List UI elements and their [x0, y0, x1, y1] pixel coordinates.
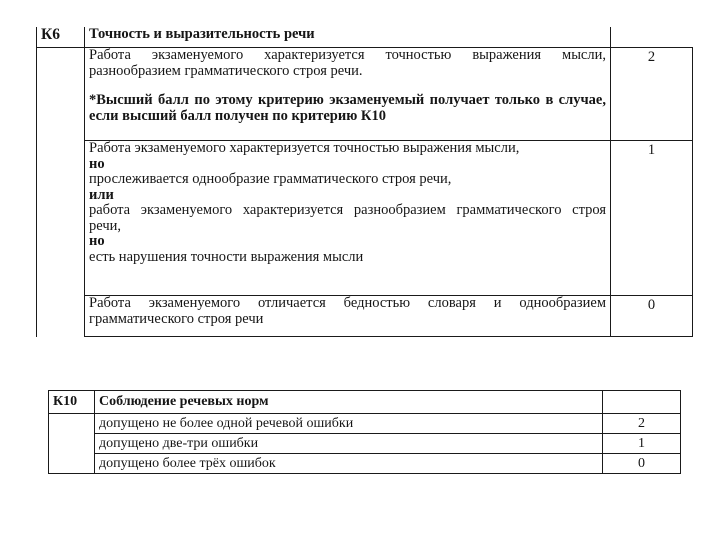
- criterion-description: допущено более трёх ошибок: [95, 454, 603, 474]
- description-text: работа экзаменуемого характеризуется разнообразием грамматического строя речи,: [89, 202, 606, 234]
- score-header-cell: [603, 391, 681, 414]
- conjunction-text: но: [89, 155, 105, 172]
- table-row: [49, 414, 681, 434]
- description-text: прослеживается однообразие грамматического строя речи,: [89, 171, 452, 187]
- score-value: 1: [603, 434, 681, 454]
- description-text: Работа экзаменуемого характеризуется точностью выражения мысли, разнообразием грамматического строя речи.: [89, 47, 606, 79]
- criterion-title: Точность и выразительность речи: [85, 27, 611, 48]
- score-value: 1: [611, 141, 693, 296]
- description-note: *Высший балл по этому критерию экзаменуемый получает только в случае, если высший балл получен по критерию К10: [89, 92, 606, 124]
- criterion-title: Соблюдение речевых норм: [95, 391, 603, 414]
- score-value: 2: [611, 48, 693, 141]
- description-text: есть нарушения точности выражения мысли: [89, 248, 364, 265]
- table-row: [49, 434, 681, 454]
- table-header-row: [49, 391, 681, 414]
- description-text: Работа экзаменуемого отличается бедностью словаря и однообразием грамматического строя речи: [89, 295, 606, 327]
- conjunction-text: но: [89, 233, 105, 249]
- description-text: Работа экзаменуемого характеризуется точностью выражения мысли,: [89, 140, 520, 156]
- criterion-description: допущено две-три ошибки: [95, 434, 603, 454]
- criterion-code: К6: [37, 27, 85, 48]
- criterion-description: допущено не более одной речевой ошибки: [95, 414, 603, 434]
- score-value: 0: [603, 454, 681, 474]
- score-value: 2: [603, 414, 681, 434]
- criteria-table-k10: [48, 390, 681, 474]
- score-value: 0: [611, 296, 693, 337]
- table-row: [49, 454, 681, 474]
- criterion-code: К10: [49, 391, 95, 414]
- conjunction-text: или: [89, 186, 114, 203]
- code-cell-empty: [49, 414, 95, 474]
